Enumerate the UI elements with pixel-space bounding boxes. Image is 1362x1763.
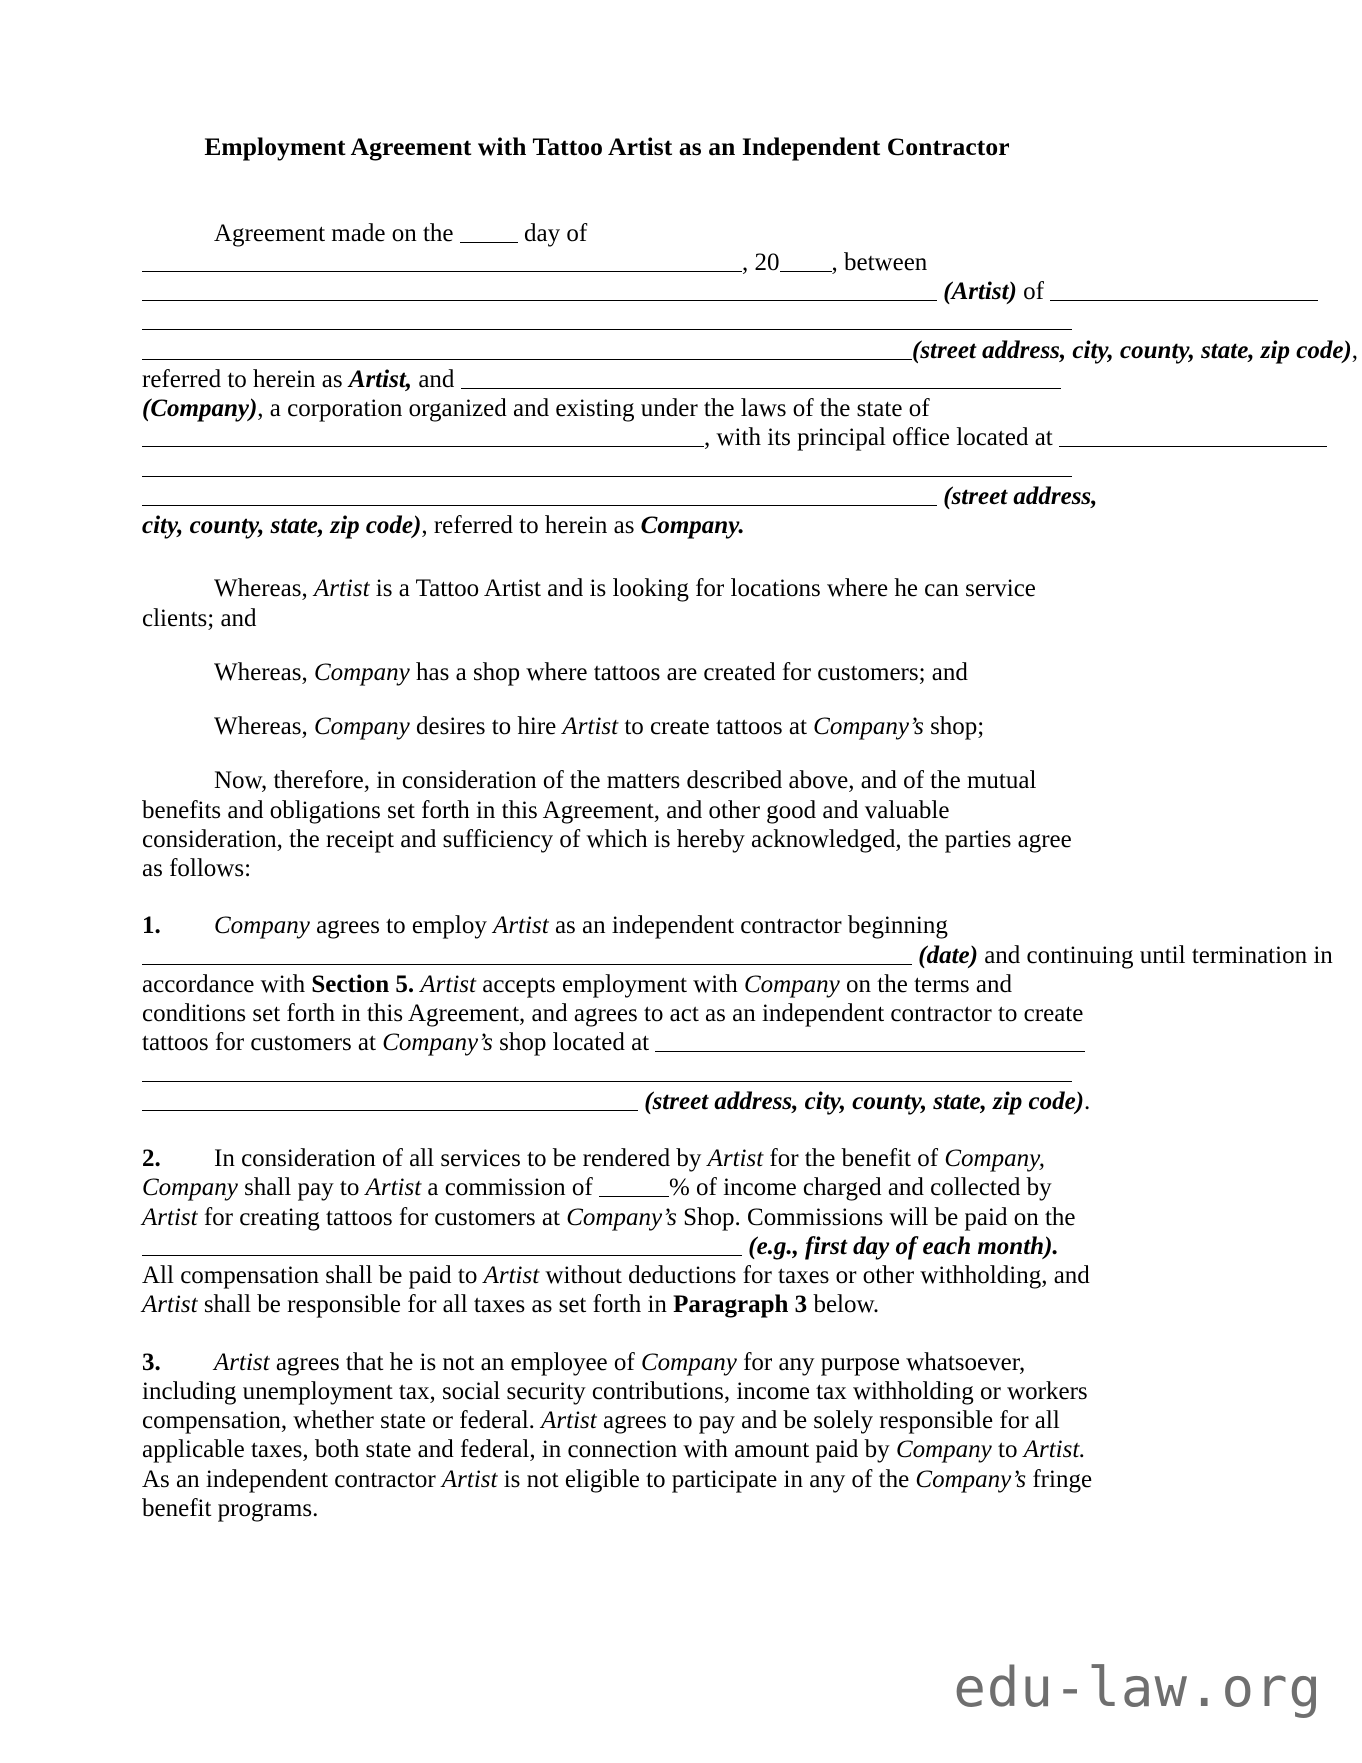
section-3-party-company-3: Company’s [915,1465,1027,1493]
recital-2-lead: Whereas, [214,658,308,686]
referred-artist-text: referred to herein as [142,365,343,393]
preamble-block [142,219,1072,278]
commission-schedule-blank[interactable] [142,1233,742,1256]
preamble-company-address-label [142,482,1098,511]
section-2-party-artist-3: Artist [142,1203,198,1231]
section-3-number: 3. [142,1348,161,1376]
section-2-text-p: without deductions for taxes or other withholding, and [545,1262,1090,1290]
company-state-blank[interactable] [142,424,704,447]
section-3-text-d: for any purpose whatsoever, [743,1348,1026,1376]
year-blank[interactable] [780,249,832,272]
recital-1-party: Artist [313,575,370,603]
section-1-party-company: Company [214,912,310,940]
street-address-label-3: city, county, state, zip code) [142,512,422,540]
section-3-party-company-2: Company [895,1436,992,1464]
section-1-party-artist: Artist [493,912,549,940]
preamble-company-line [142,394,1072,423]
section-2-text-c: for the benefit of [769,1145,939,1173]
date-label: (date) [918,941,978,969]
now-therefore-text: Now, therefore, in consideration of the matters described above, and of the mutual benefits and obligations set forth in this Agreement, and other good and valuable consideration, the receipt and sufficiency of which is hereby acknowledged, the parties agree as follows: [142,767,1072,883]
section-2-text-s: below. [813,1291,880,1319]
section-3-party-artist-3: Artist. [1023,1436,1086,1464]
section-3-text-h: agrees to pay and be solely responsible for all [602,1407,1060,1435]
recital-3-party-3: Company’s [813,713,924,741]
section-1-text-b: agrees to employ [316,912,487,940]
section-2-text-m: Shop. Commissions will be paid on the [683,1203,1076,1231]
now-therefore-paragraph [142,766,1072,883]
section-3-text-r: benefit programs. [142,1494,319,1522]
start-date-blank[interactable] [142,942,912,965]
recital-3 [142,712,1072,741]
street-address-label-1: (street address, city, county, state, zip code) [912,336,1352,364]
shop-address-blank-3[interactable] [142,1088,638,1111]
section-2-text-k: for creating tattoos for customers at [203,1203,560,1231]
section-3-text-m: As an independent contractor [142,1465,436,1493]
section-2-text-i: % of income charged and collected by [668,1174,1052,1202]
page-title: Employment Agreement with Tattoo Artist as an Independent Contractor [204,132,1010,161]
section-1-line-6 [142,1058,1072,1087]
section-2-line-6 [142,1290,1072,1319]
section-3-party-company: Company [640,1348,737,1376]
section-3-text-k: to [998,1436,1018,1464]
section-3-line-6 [142,1494,1072,1523]
section-2-line-2 [142,1173,1072,1202]
artist-word: Artist, [348,365,413,393]
section-2-party-artist-5: Artist [142,1291,198,1319]
section-1-text-k: conditions set forth in this Agreement, and agrees to act as an independent contractor to create [142,1000,1084,1028]
paragraph-3-reference: Paragraph 3 [673,1291,808,1319]
preamble-address-line-full [142,306,1072,335]
recital-3-text-a: desires to hire [416,713,557,741]
section-2 [142,1144,1090,1320]
section-2-number: 2. [142,1145,161,1173]
and-word: and [418,365,455,393]
example-schedule-label: (e.g., first day of each month). [748,1232,1059,1260]
section-3-line-1 [142,1348,1072,1377]
section-3-line-2 [142,1377,1088,1406]
section-1-party-company-3: Company’s [382,1029,493,1057]
section-2-party-artist-4: Artist [483,1262,540,1290]
street-address-label-4: (street address, city, county, state, zip code) [644,1087,1084,1115]
referred-company-text: , referred to herein as [421,512,635,540]
watermark: edu-law.org [953,1656,1322,1719]
section-1-text-l: tattoos for customers at [142,1029,376,1057]
section-3-party-artist-4: Artist [441,1465,498,1493]
preamble-line1-d: , between [831,248,928,276]
section-1-text-h: accepts employment with [482,970,738,998]
section-3-party-artist: Artist [214,1348,270,1376]
section-1-text-d: as an independent contractor beginning [554,912,948,940]
section-1-party-artist-2: Artist [420,970,476,998]
section-2-line-3 [142,1203,1076,1232]
section-3-text-i: applicable taxes, both state and federal, in connection with amount paid by [142,1436,890,1464]
section-3-line-4 [142,1435,1086,1464]
section-2-text-f: shall pay to [244,1174,360,1202]
section-2-text-r: shall be responsible for all taxes as set forth in [203,1291,667,1319]
commission-percent-blank[interactable] [599,1174,669,1197]
preamble-address-line-label [142,336,1358,365]
section-3-text-q: fringe [1032,1465,1093,1493]
preamble-company-final-line [142,511,1072,540]
company-address-blank-2[interactable] [142,454,1072,477]
section-1-text-f: accordance with [142,970,306,998]
section-2-party-company: Company, [944,1145,1046,1173]
section-1 [142,911,1333,1116]
preamble-line1-b: day of [524,219,588,247]
preamble-line1-c: , 20 [742,248,780,276]
day-blank[interactable] [460,220,518,243]
recital-1-lead: Whereas, [214,575,308,603]
preamble-artist-line [142,277,1072,306]
street-address-label-2: (street address, [943,482,1098,510]
section-1-line-7 [142,1087,1091,1116]
shop-address-blank-2[interactable] [142,1059,1072,1082]
preamble-referred-artist-line [142,365,1072,394]
of-word-1: of [1023,278,1044,306]
section-2-party-company-3: Company’s [566,1203,677,1231]
section-2-line-5 [142,1261,1090,1290]
section-3-text-o: is not eligible to participate in any of the [503,1465,910,1493]
company-word: Company. [640,512,745,540]
document-body [142,132,1358,1523]
section-1-line-2 [142,941,1333,970]
section-1-text-j: on the terms and [846,970,1012,998]
recital-3-lead: Whereas, [214,713,308,741]
shop-address-blank-1[interactable] [655,1029,1085,1052]
section-5-reference: Section 5. [311,970,415,998]
section-2-text-n: All compensation shall be paid to [142,1262,478,1290]
recital-2-party: Company [313,658,410,686]
artist-address-blank-3[interactable] [142,337,912,360]
street-comma-1: , [1351,336,1358,364]
section-1-line-3 [142,970,1072,999]
section-1-text-e: and continuing until termination in [984,941,1333,969]
section-3-party-artist-2: Artist [541,1407,597,1435]
preamble-company-address-full [142,453,1072,482]
section-2-line-1 [142,1144,1072,1173]
section-3-line-5 [142,1465,1093,1494]
recital-3-text-c: shop; [930,713,985,741]
section-1-line-1 [142,911,1072,940]
section-1-period: . [1083,1087,1091,1115]
recital-2 [142,658,1072,687]
section-2-party-artist: Artist [707,1145,764,1173]
section-1-number: 1. [142,912,161,940]
recital-3-party-2: Artist [562,713,619,741]
section-3-line-3 [142,1406,1072,1435]
section-3 [142,1348,1093,1524]
section-1-line-5 [142,1028,1072,1057]
section-1-line-4 [142,999,1084,1028]
preamble-line1-a: Agreement made on the [214,219,454,247]
section-3-text-b: agrees that he is not an employee of [275,1348,635,1376]
company-name-blank[interactable] [461,366,1061,389]
section-2-text-h: a commission of [427,1174,593,1202]
section-1-party-company-2: Company [743,970,840,998]
company-address-blank-3[interactable] [142,483,937,506]
recital-1 [142,574,1072,633]
company-rest-text: , a corporation organized and existing under the laws of the state of [257,395,930,423]
section-3-text-e: including unemployment tax, social security contributions, income tax withholding or workers [142,1377,1088,1405]
month-blank[interactable] [142,249,742,272]
recital-2-text: has a shop where tattoos are created for customers; and [416,658,968,686]
principal-office-text: , with its principal office located at [704,424,1053,452]
recital-1-text: is a Tattoo Artist and is looking for locations where he can service clients; and [142,575,1036,632]
company-label: (Company) [142,395,258,423]
artist-name-blank[interactable] [142,278,937,301]
section-2-party-artist-2: Artist [365,1174,422,1202]
preamble-state-line [142,423,1072,452]
section-2-text-a: In consideration of all services to be rendered by [214,1145,702,1173]
company-address-blank-1[interactable] [1059,424,1327,447]
section-2-line-4 [142,1232,1072,1261]
recital-3-text-b: to create tattoos at [624,713,807,741]
artist-label: (Artist) [943,278,1017,306]
artist-address-blank-2[interactable] [142,307,1072,330]
artist-address-blank-1[interactable] [1050,278,1318,301]
section-1-text-n: shop located at [499,1029,650,1057]
section-2-party-company-2: Company [142,1174,238,1202]
recital-3-party: Company [313,713,410,741]
section-3-text-f: compensation, whether state or federal. [142,1407,535,1435]
